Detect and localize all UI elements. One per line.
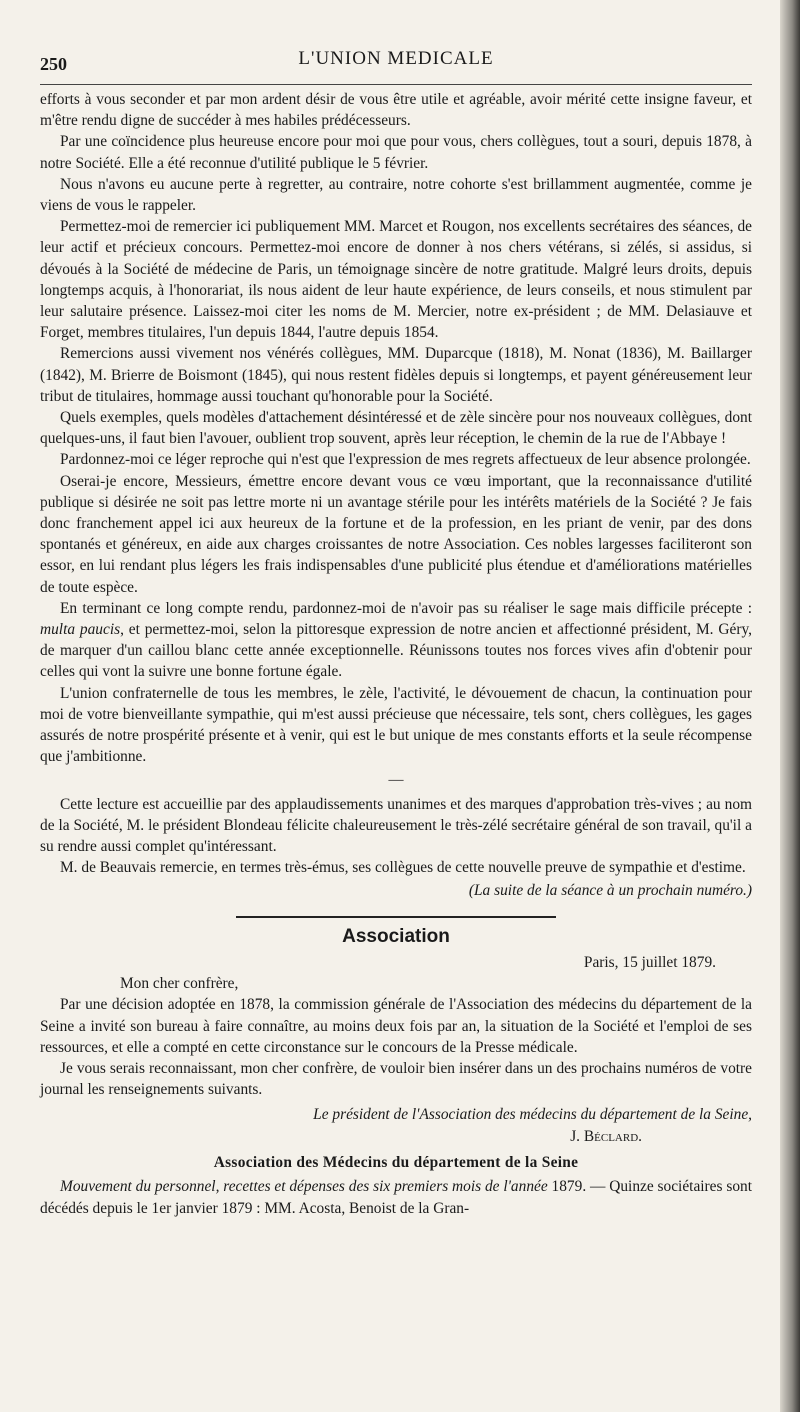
paragraph: M. de Beauvais remercie, en termes très-émus, ses collègues de cette nouvelle preuve de sympathie et d'estime. (60, 859, 746, 877)
dateline: Paris, 15 juillet 1879. (583, 954, 716, 972)
paragraph: Nous n'avons eu aucune perte à regretter, au contraire, notre cohorte s'est brillamment augmentée, comme je viens de vous le rappeler. (40, 175, 752, 215)
paragraph: Remercions aussi vivement nos vénérés collègues, MM. Duparcque (1818), M. Nonat (1836), M. Baillarger (1842), M. Brierre de Boismont (1845), qui nous restent fidèles depuis si longtemps, et payent généreusement leur tribut de titulaires, hommage aussi touchant qu'honorable pour la Société. (40, 345, 752, 405)
subsection-title: Association des Médecins du département de la Seine (213, 1154, 579, 1172)
continuation-note: (La suite de la séance à un prochain numéro.) (468, 882, 752, 900)
header-rule (40, 84, 752, 85)
paragraph: Oserai-je encore, Messieurs, émettre encore devant vous ce vœu important, que la reconnaissance d'utilité publique si désirée ne soit pas lettre morte ni un avantage stérile pour les intérêts matériels de la Société ? Je fais donc franchement appel ici aux heureux de la fortune et de la profession, en les priant de venir, par des dons spontanés et généreux, en aide aux charges croissantes de notre Association. Ces nobles largesses faciliteront son essor, en lui rendant plus légers les frais indispensables d'une publicité plus étendue et d'améliorations matérielles de toute espèce. (40, 472, 752, 596)
running-title: L'UNION MEDICALE (298, 48, 494, 69)
page-header (40, 44, 752, 78)
signature-line: Le président de l'Association des médecins du département de la Seine, (313, 1106, 752, 1124)
paragraph: Par une coïncidence plus heureuse encore pour moi que pour vous, chers collègues, tout a souri, depuis 1878, à notre Société. Elle a été reconnue d'utilité publique le 5 février. (40, 133, 752, 172)
signature-name: J. Béclard. (570, 1128, 642, 1146)
paragraph-last (40, 1176, 752, 1218)
section-rule (236, 916, 556, 918)
closing-text-2: , et permettez-moi, selon la pittoresque expression de notre ancien et affectionné président, M. Géry, de marquer d'un caillou blanc cette année exceptionnelle. Réunissons toutes nos forces vives afin d'obtenir pour celles qui vont la suivre une bonne fortune égale. (40, 621, 752, 681)
salutation: Mon cher confrère, (120, 975, 239, 993)
section-title: Association (342, 926, 450, 948)
closing-text-1: En terminant ce long compte rendu, pardonnez-moi de n'avoir pas su réaliser le sage mais difficile précepte : (60, 599, 752, 617)
paragraph: Je vous serais reconnaissant, mon cher confrère, de vouloir bien insérer dans un des prochains numéros de votre journal les renseignements suivants. (40, 1059, 752, 1099)
paragraph: Pardonnez-moi ce léger reproche qui n'est que l'expression de mes regrets affectueux de leur absence prolongée. (60, 451, 751, 469)
paragraph: Cette lecture est accueillie par des applaudissements unanimes et des marques d'approbation très-vives ; au nom de la Société, M. le président Blondeau félicite chaleureusement le très-zélé secrétaire général de son travail, qu'il a su rendre aussi complet qu'intéressant. (40, 795, 752, 855)
page (40, 44, 752, 1219)
latin-phrase: multa paucis (40, 621, 121, 639)
last-para-text: 1879. — Quinze sociétaires sont décédés depuis le 1er janvier 1879 : MM. Acosta, Benoist de la Gran- (40, 1178, 752, 1217)
book-spine-shadow (780, 0, 800, 1412)
paragraph: Par une décision adoptée en 1878, la commission générale de l'Association des médecins du département de la Seine a invité son bureau à faire connaître, au moins deux fois par an, la situation de la Société et l'emploi de ses ressources, et elle a compté en cette circonstance sur le concours de la Presse médicale. (40, 996, 752, 1056)
paragraph: Permettez-moi de remercier ici publiquement MM. Marcet et Rougon, nos excellents secrétaires des séances, de leur actif et précieux concours. Permettez-moi encore de donner à nos chers vétérans, si zélés, si assidus, si dévoués à la Société de médecine de Paris, un témoignage sincère de notre gratitude. Malgré leurs droits, depuis longtemps acquis, à l'honorariat, ils nous aident de leur haute expérience, de leurs conseils, et nous stimulent par leur salutaire présence. Laissez-moi citer les noms de M. Mercier, notre ex-président ; de MM. Delasiauve et Forget, membres titulaires, l'un depuis 1844, l'autre depuis 1854. (40, 218, 752, 342)
paragraph: Quels exemples, quels modèles d'attachement désintéressé et de zèle sincère pour nos nouveaux collègues, dont quelques-uns, il faut bien l'avouer, oublient trop souvent, après leur réception, le chemin de la rue de l'Abbaye ! (40, 409, 752, 448)
last-para-italic: Mouvement du personnel, recettes et dépenses des six premiers mois de l'année (60, 1178, 548, 1196)
separator-dash: — (388, 771, 404, 788)
page-number: 250 (40, 54, 67, 74)
paragraph-closing (40, 598, 752, 683)
paragraph: L'union confraternelle de tous les membres, le zèle, l'activité, le dévouement de chacun, la continuation pour moi de votre bienveillante sympathie, qui m'est aussi précieuse que nécessaire, tels sont, chers collègues, les gages assurés de notre prospérité présente et à venir, qui est le but unique de mes constants efforts et la seule récompense que j'ambitionne. (40, 684, 752, 766)
paragraph: efforts à vous seconder et par mon ardent désir de vous être utile et agréable, avoir mérité cette insigne faveur, et m'être rendu digne de succéder à mes habiles prédécesseurs. (40, 91, 752, 130)
